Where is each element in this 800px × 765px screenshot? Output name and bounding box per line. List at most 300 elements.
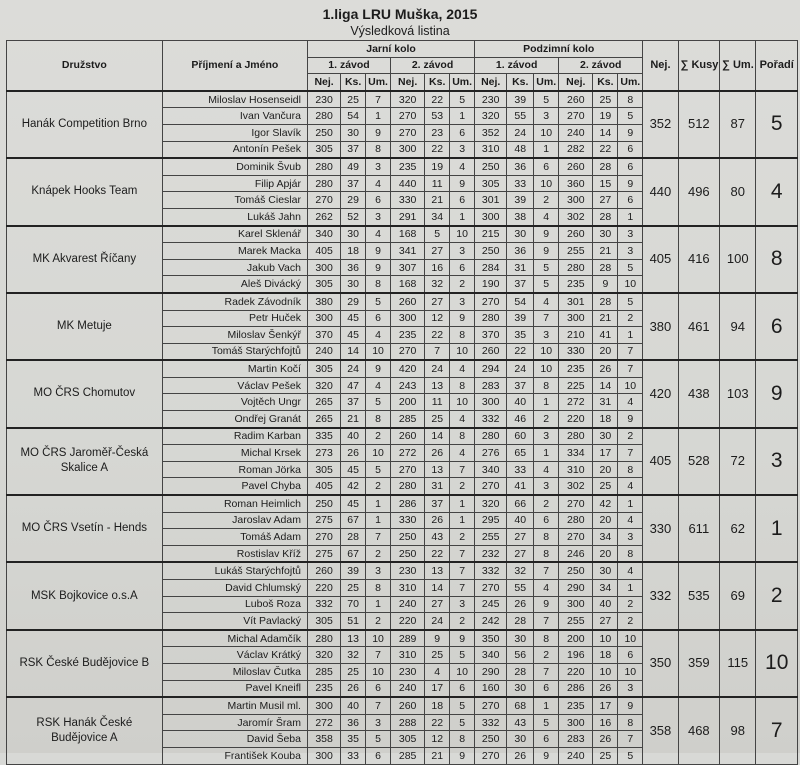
score-um: 9 bbox=[366, 360, 391, 377]
score-um: 7 bbox=[534, 562, 559, 579]
score-nej: 260 bbox=[559, 91, 593, 108]
score-nej: 300 bbox=[559, 596, 593, 613]
score-um: 2 bbox=[618, 596, 643, 613]
member-name: Miloslav Čutka bbox=[162, 663, 307, 680]
score-ks: 22 bbox=[425, 141, 450, 158]
team-rank: 7 bbox=[756, 697, 798, 764]
score-um: 4 bbox=[366, 377, 391, 394]
score-ks: 26 bbox=[507, 747, 534, 764]
score-um: 9 bbox=[450, 175, 475, 192]
score-nej: 294 bbox=[475, 360, 507, 377]
team-name: MO ČRS Chomutov bbox=[7, 360, 163, 427]
score-um: 7 bbox=[534, 310, 559, 327]
score-um: 6 bbox=[618, 141, 643, 158]
score-um: 8 bbox=[450, 428, 475, 445]
score-ks: 30 bbox=[507, 226, 534, 243]
score-um: 9 bbox=[450, 630, 475, 647]
score-nej: 300 bbox=[559, 192, 593, 209]
score-ks: 34 bbox=[593, 580, 618, 597]
score-ks: 25 bbox=[425, 647, 450, 664]
score-um: 7 bbox=[450, 545, 475, 562]
score-ks: 13 bbox=[425, 377, 450, 394]
score-ks: 24 bbox=[507, 124, 534, 141]
score-um: 1 bbox=[450, 108, 475, 125]
score-ks: 37 bbox=[341, 394, 366, 411]
score-um: 3 bbox=[450, 243, 475, 260]
score-um: 9 bbox=[450, 747, 475, 764]
member-name: František Kouba bbox=[162, 747, 307, 764]
score-ks: 51 bbox=[341, 613, 366, 630]
member-name: David Šeba bbox=[162, 731, 307, 748]
score-nej: 200 bbox=[559, 630, 593, 647]
score-um: 2 bbox=[618, 428, 643, 445]
score-um: 8 bbox=[366, 276, 391, 293]
member-name: Roman Heimlich bbox=[162, 495, 307, 512]
score-nej: 301 bbox=[559, 293, 593, 310]
score-um: 3 bbox=[534, 428, 559, 445]
score-nej: 280 bbox=[307, 108, 340, 125]
score-um: 6 bbox=[366, 310, 391, 327]
score-nej: 305 bbox=[307, 141, 340, 158]
score-nej: 273 bbox=[307, 445, 340, 462]
score-um: 5 bbox=[450, 714, 475, 731]
score-ks: 24 bbox=[341, 360, 366, 377]
score-nej: 250 bbox=[475, 731, 507, 748]
score-nej: 280 bbox=[475, 428, 507, 445]
score-nej: 283 bbox=[475, 377, 507, 394]
table-row bbox=[7, 697, 798, 714]
score-um: 3 bbox=[366, 158, 391, 175]
score-nej: 332 bbox=[475, 562, 507, 579]
score-nej: 270 bbox=[475, 478, 507, 495]
score-um: 5 bbox=[366, 731, 391, 748]
score-um: 5 bbox=[534, 276, 559, 293]
score-nej: 270 bbox=[307, 529, 340, 546]
score-nej: 302 bbox=[559, 478, 593, 495]
score-um: 7 bbox=[366, 529, 391, 546]
header-sum-um: ∑ Um. bbox=[720, 41, 756, 91]
score-nej: 272 bbox=[559, 394, 593, 411]
score-ks: 33 bbox=[341, 747, 366, 764]
score-um: 6 bbox=[618, 158, 643, 175]
score-nej: 350 bbox=[475, 630, 507, 647]
score-ks: 60 bbox=[507, 428, 534, 445]
score-ks: 36 bbox=[507, 158, 534, 175]
score-ks: 20 bbox=[593, 461, 618, 478]
table-row bbox=[7, 158, 798, 175]
team-name: MO ČRS Vsetín - Hends bbox=[7, 495, 163, 562]
score-ks: 47 bbox=[341, 377, 366, 394]
subheader-ks: Ks. bbox=[341, 74, 366, 91]
score-ks: 25 bbox=[341, 663, 366, 680]
score-nej: 240 bbox=[559, 124, 593, 141]
score-nej: 235 bbox=[391, 158, 425, 175]
score-nej: 220 bbox=[559, 411, 593, 428]
score-nej: 310 bbox=[475, 141, 507, 158]
score-nej: 246 bbox=[559, 545, 593, 562]
score-ks: 30 bbox=[341, 226, 366, 243]
score-ks: 56 bbox=[507, 647, 534, 664]
team-rank: 8 bbox=[756, 226, 798, 293]
score-um: 6 bbox=[450, 259, 475, 276]
member-name: Filip Apjár bbox=[162, 175, 307, 192]
score-ks: 28 bbox=[593, 158, 618, 175]
score-ks: 9 bbox=[425, 630, 450, 647]
score-ks: 18 bbox=[593, 411, 618, 428]
score-um: 6 bbox=[618, 647, 643, 664]
score-nej: 235 bbox=[559, 276, 593, 293]
score-nej: 332 bbox=[475, 714, 507, 731]
score-nej: 220 bbox=[307, 580, 340, 597]
score-nej: 260 bbox=[391, 293, 425, 310]
score-um: 8 bbox=[450, 377, 475, 394]
score-nej: 250 bbox=[391, 545, 425, 562]
score-nej: 270 bbox=[475, 293, 507, 310]
subheader-um: Um. bbox=[534, 74, 559, 91]
score-nej: 305 bbox=[307, 276, 340, 293]
score-ks: 48 bbox=[507, 141, 534, 158]
score-ks: 27 bbox=[425, 596, 450, 613]
score-nej: 358 bbox=[307, 731, 340, 748]
score-ks: 19 bbox=[593, 108, 618, 125]
subheader-nej: Nej. bbox=[475, 74, 507, 91]
score-um: 10 bbox=[450, 343, 475, 360]
score-ks: 17 bbox=[425, 680, 450, 697]
score-um: 3 bbox=[618, 529, 643, 546]
subheader-um: Um. bbox=[366, 74, 391, 91]
score-nej: 265 bbox=[307, 411, 340, 428]
score-nej: 242 bbox=[475, 613, 507, 630]
score-nej: 290 bbox=[559, 580, 593, 597]
member-name: Igor Slavík bbox=[162, 124, 307, 141]
score-nej: 280 bbox=[307, 158, 340, 175]
score-um: 1 bbox=[534, 394, 559, 411]
team-best: 350 bbox=[643, 630, 678, 697]
score-um: 1 bbox=[534, 141, 559, 158]
team-name: MK Metuje bbox=[7, 293, 163, 360]
score-um: 5 bbox=[534, 91, 559, 108]
score-um: 10 bbox=[450, 226, 475, 243]
score-um: 3 bbox=[534, 327, 559, 344]
score-nej: 305 bbox=[307, 360, 340, 377]
score-ks: 21 bbox=[593, 310, 618, 327]
score-ks: 27 bbox=[425, 293, 450, 310]
member-name: Vojtěch Ungr bbox=[162, 394, 307, 411]
score-nej: 275 bbox=[307, 512, 340, 529]
score-um: 3 bbox=[618, 680, 643, 697]
member-name: Tomáš Adam bbox=[162, 529, 307, 546]
score-nej: 305 bbox=[475, 175, 507, 192]
score-nej: 215 bbox=[475, 226, 507, 243]
score-um: 10 bbox=[534, 124, 559, 141]
score-um: 5 bbox=[366, 394, 391, 411]
subheader-nej: Nej. bbox=[307, 74, 340, 91]
score-nej: 310 bbox=[559, 461, 593, 478]
score-ks: 22 bbox=[425, 545, 450, 562]
team-best: 405 bbox=[643, 428, 678, 495]
score-nej: 232 bbox=[475, 545, 507, 562]
member-name: Václav Krátký bbox=[162, 647, 307, 664]
score-ks: 28 bbox=[593, 259, 618, 276]
subheader-nej: Nej. bbox=[391, 74, 425, 91]
score-nej: 280 bbox=[559, 428, 593, 445]
header-team: Družstvo bbox=[7, 41, 163, 91]
score-nej: 250 bbox=[391, 529, 425, 546]
member-name: Jaroslav Adam bbox=[162, 512, 307, 529]
score-um: 2 bbox=[366, 428, 391, 445]
score-um: 4 bbox=[534, 580, 559, 597]
score-ks: 25 bbox=[593, 478, 618, 495]
score-um: 3 bbox=[450, 596, 475, 613]
member-name: Radim Karban bbox=[162, 428, 307, 445]
member-name: Martin Kočí bbox=[162, 360, 307, 377]
score-ks: 46 bbox=[507, 411, 534, 428]
score-um: 4 bbox=[534, 208, 559, 225]
score-ks: 21 bbox=[425, 747, 450, 764]
score-nej: 300 bbox=[559, 714, 593, 731]
score-nej: 270 bbox=[307, 192, 340, 209]
score-ks: 43 bbox=[507, 714, 534, 731]
score-um: 1 bbox=[450, 208, 475, 225]
score-ks: 4 bbox=[425, 663, 450, 680]
score-ks: 30 bbox=[341, 124, 366, 141]
score-nej: 280 bbox=[559, 512, 593, 529]
score-ks: 18 bbox=[593, 647, 618, 664]
score-um: 10 bbox=[618, 377, 643, 394]
score-ks: 23 bbox=[425, 124, 450, 141]
member-name: Ivan Vančura bbox=[162, 108, 307, 125]
score-ks: 14 bbox=[341, 343, 366, 360]
team-sum-um: 115 bbox=[720, 630, 756, 697]
team-rank: 10 bbox=[756, 630, 798, 697]
score-nej: 330 bbox=[391, 192, 425, 209]
score-um: 6 bbox=[366, 192, 391, 209]
score-um: 8 bbox=[534, 529, 559, 546]
score-um: 8 bbox=[618, 91, 643, 108]
score-ks: 25 bbox=[341, 580, 366, 597]
score-ks: 31 bbox=[425, 478, 450, 495]
score-ks: 24 bbox=[425, 360, 450, 377]
score-um: 7 bbox=[534, 613, 559, 630]
team-name: RSK České Budějovice B bbox=[7, 630, 163, 697]
member-name: Miloslav Šenkýř bbox=[162, 327, 307, 344]
score-ks: 55 bbox=[507, 580, 534, 597]
score-nej: 302 bbox=[559, 208, 593, 225]
score-ks: 14 bbox=[425, 580, 450, 597]
score-ks: 41 bbox=[507, 478, 534, 495]
score-nej: 320 bbox=[307, 647, 340, 664]
score-ks: 39 bbox=[507, 192, 534, 209]
score-ks: 30 bbox=[341, 276, 366, 293]
member-name: David Chlumský bbox=[162, 580, 307, 597]
score-ks: 37 bbox=[425, 495, 450, 512]
score-ks: 16 bbox=[593, 714, 618, 731]
score-um: 10 bbox=[366, 343, 391, 360]
results-body bbox=[7, 91, 798, 764]
team-best: 420 bbox=[643, 360, 678, 427]
score-ks: 36 bbox=[341, 714, 366, 731]
score-ks: 20 bbox=[593, 512, 618, 529]
score-nej: 276 bbox=[475, 445, 507, 462]
team-sum-um: 80 bbox=[720, 158, 756, 225]
score-um: 3 bbox=[534, 478, 559, 495]
team-sum-kusy: 359 bbox=[678, 630, 720, 697]
score-ks: 7 bbox=[425, 343, 450, 360]
score-um: 8 bbox=[618, 714, 643, 731]
score-ks: 22 bbox=[507, 343, 534, 360]
score-um: 10 bbox=[366, 630, 391, 647]
score-nej: 280 bbox=[307, 630, 340, 647]
score-nej: 280 bbox=[391, 478, 425, 495]
team-sum-kusy: 496 bbox=[678, 158, 720, 225]
score-ks: 26 bbox=[341, 680, 366, 697]
header-name: Příjmení a Jméno bbox=[162, 41, 307, 91]
score-nej: 220 bbox=[559, 663, 593, 680]
score-ks: 16 bbox=[425, 259, 450, 276]
score-nej: 288 bbox=[391, 714, 425, 731]
team-rank: 3 bbox=[756, 428, 798, 495]
score-nej: 235 bbox=[559, 697, 593, 714]
score-nej: 235 bbox=[391, 327, 425, 344]
member-name: Karel Sklenář bbox=[162, 226, 307, 243]
score-ks: 22 bbox=[425, 91, 450, 108]
score-ks: 30 bbox=[593, 428, 618, 445]
score-nej: 255 bbox=[475, 529, 507, 546]
score-ks: 45 bbox=[341, 461, 366, 478]
score-um: 5 bbox=[450, 697, 475, 714]
team-best: 440 bbox=[643, 158, 678, 225]
score-nej: 260 bbox=[391, 697, 425, 714]
score-um: 10 bbox=[450, 394, 475, 411]
score-um: 4 bbox=[618, 394, 643, 411]
score-ks: 22 bbox=[425, 714, 450, 731]
score-um: 10 bbox=[366, 663, 391, 680]
score-nej: 370 bbox=[475, 327, 507, 344]
team-name: MSK Bojkovice o.s.A bbox=[7, 562, 163, 629]
score-um: 9 bbox=[618, 124, 643, 141]
score-nej: 196 bbox=[559, 647, 593, 664]
score-nej: 286 bbox=[559, 680, 593, 697]
score-um: 8 bbox=[450, 731, 475, 748]
score-nej: 250 bbox=[559, 562, 593, 579]
score-nej: 320 bbox=[391, 91, 425, 108]
score-ks: 15 bbox=[593, 175, 618, 192]
score-nej: 289 bbox=[391, 630, 425, 647]
member-name: Michal Krsek bbox=[162, 445, 307, 462]
header-autumn-race1: 1. závod bbox=[475, 57, 559, 74]
score-nej: 300 bbox=[307, 310, 340, 327]
score-um: 5 bbox=[366, 293, 391, 310]
member-name: Rostislav Kříž bbox=[162, 545, 307, 562]
score-ks: 14 bbox=[425, 428, 450, 445]
team-sum-um: 87 bbox=[720, 91, 756, 158]
score-ks: 28 bbox=[341, 529, 366, 546]
score-um: 3 bbox=[450, 293, 475, 310]
score-ks: 27 bbox=[507, 529, 534, 546]
team-best: 358 bbox=[643, 697, 678, 764]
score-um: 2 bbox=[450, 478, 475, 495]
member-name: Marek Macka bbox=[162, 243, 307, 260]
score-um: 9 bbox=[534, 243, 559, 260]
score-ks: 39 bbox=[341, 562, 366, 579]
score-um: 5 bbox=[618, 108, 643, 125]
score-um: 2 bbox=[450, 613, 475, 630]
score-nej: 260 bbox=[391, 428, 425, 445]
score-ks: 31 bbox=[593, 394, 618, 411]
score-nej: 291 bbox=[391, 208, 425, 225]
score-um: 3 bbox=[366, 714, 391, 731]
score-nej: 380 bbox=[307, 293, 340, 310]
team-sum-kusy: 438 bbox=[678, 360, 720, 427]
member-name: Lukáš Starýchfojtů bbox=[162, 562, 307, 579]
team-name: RSK Hanák České Budějovice A bbox=[7, 697, 163, 764]
table-row bbox=[7, 495, 798, 512]
score-um: 4 bbox=[534, 461, 559, 478]
member-name: Antonín Pešek bbox=[162, 141, 307, 158]
score-ks: 67 bbox=[341, 545, 366, 562]
score-um: 5 bbox=[450, 647, 475, 664]
score-um: 10 bbox=[618, 663, 643, 680]
score-ks: 54 bbox=[341, 108, 366, 125]
score-ks: 35 bbox=[507, 327, 534, 344]
score-ks: 14 bbox=[593, 377, 618, 394]
team-sum-kusy: 535 bbox=[678, 562, 720, 629]
score-um: 8 bbox=[450, 327, 475, 344]
table-row bbox=[7, 630, 798, 647]
score-ks: 32 bbox=[341, 647, 366, 664]
subheader-um: Um. bbox=[450, 74, 475, 91]
score-ks: 26 bbox=[341, 445, 366, 462]
table-row bbox=[7, 360, 798, 377]
score-ks: 25 bbox=[593, 747, 618, 764]
score-nej: 225 bbox=[559, 377, 593, 394]
score-um: 9 bbox=[534, 226, 559, 243]
score-um: 10 bbox=[618, 630, 643, 647]
score-nej: 270 bbox=[391, 124, 425, 141]
score-um: 3 bbox=[618, 226, 643, 243]
score-nej: 320 bbox=[475, 108, 507, 125]
score-ks: 37 bbox=[341, 141, 366, 158]
score-ks: 55 bbox=[507, 108, 534, 125]
score-nej: 240 bbox=[391, 680, 425, 697]
score-ks: 17 bbox=[593, 697, 618, 714]
team-rank: 2 bbox=[756, 562, 798, 629]
score-ks: 29 bbox=[341, 293, 366, 310]
score-um: 2 bbox=[534, 192, 559, 209]
score-ks: 22 bbox=[593, 141, 618, 158]
score-um: 4 bbox=[618, 478, 643, 495]
score-um: 10 bbox=[450, 663, 475, 680]
score-ks: 70 bbox=[341, 596, 366, 613]
score-nej: 305 bbox=[307, 613, 340, 630]
score-nej: 260 bbox=[475, 343, 507, 360]
team-best: 380 bbox=[643, 293, 678, 360]
score-nej: 320 bbox=[307, 377, 340, 394]
score-um: 2 bbox=[618, 613, 643, 630]
member-name: Pavel Kneifl bbox=[162, 680, 307, 697]
member-name: Jaromír Šram bbox=[162, 714, 307, 731]
score-ks: 24 bbox=[507, 360, 534, 377]
score-nej: 360 bbox=[559, 175, 593, 192]
score-ks: 24 bbox=[425, 613, 450, 630]
score-nej: 270 bbox=[391, 461, 425, 478]
score-ks: 45 bbox=[341, 495, 366, 512]
score-um: 10 bbox=[534, 343, 559, 360]
score-um: 3 bbox=[534, 108, 559, 125]
score-um: 5 bbox=[618, 747, 643, 764]
subheader-ks: Ks. bbox=[593, 74, 618, 91]
header-spring-race2: 2. závod bbox=[391, 57, 475, 74]
